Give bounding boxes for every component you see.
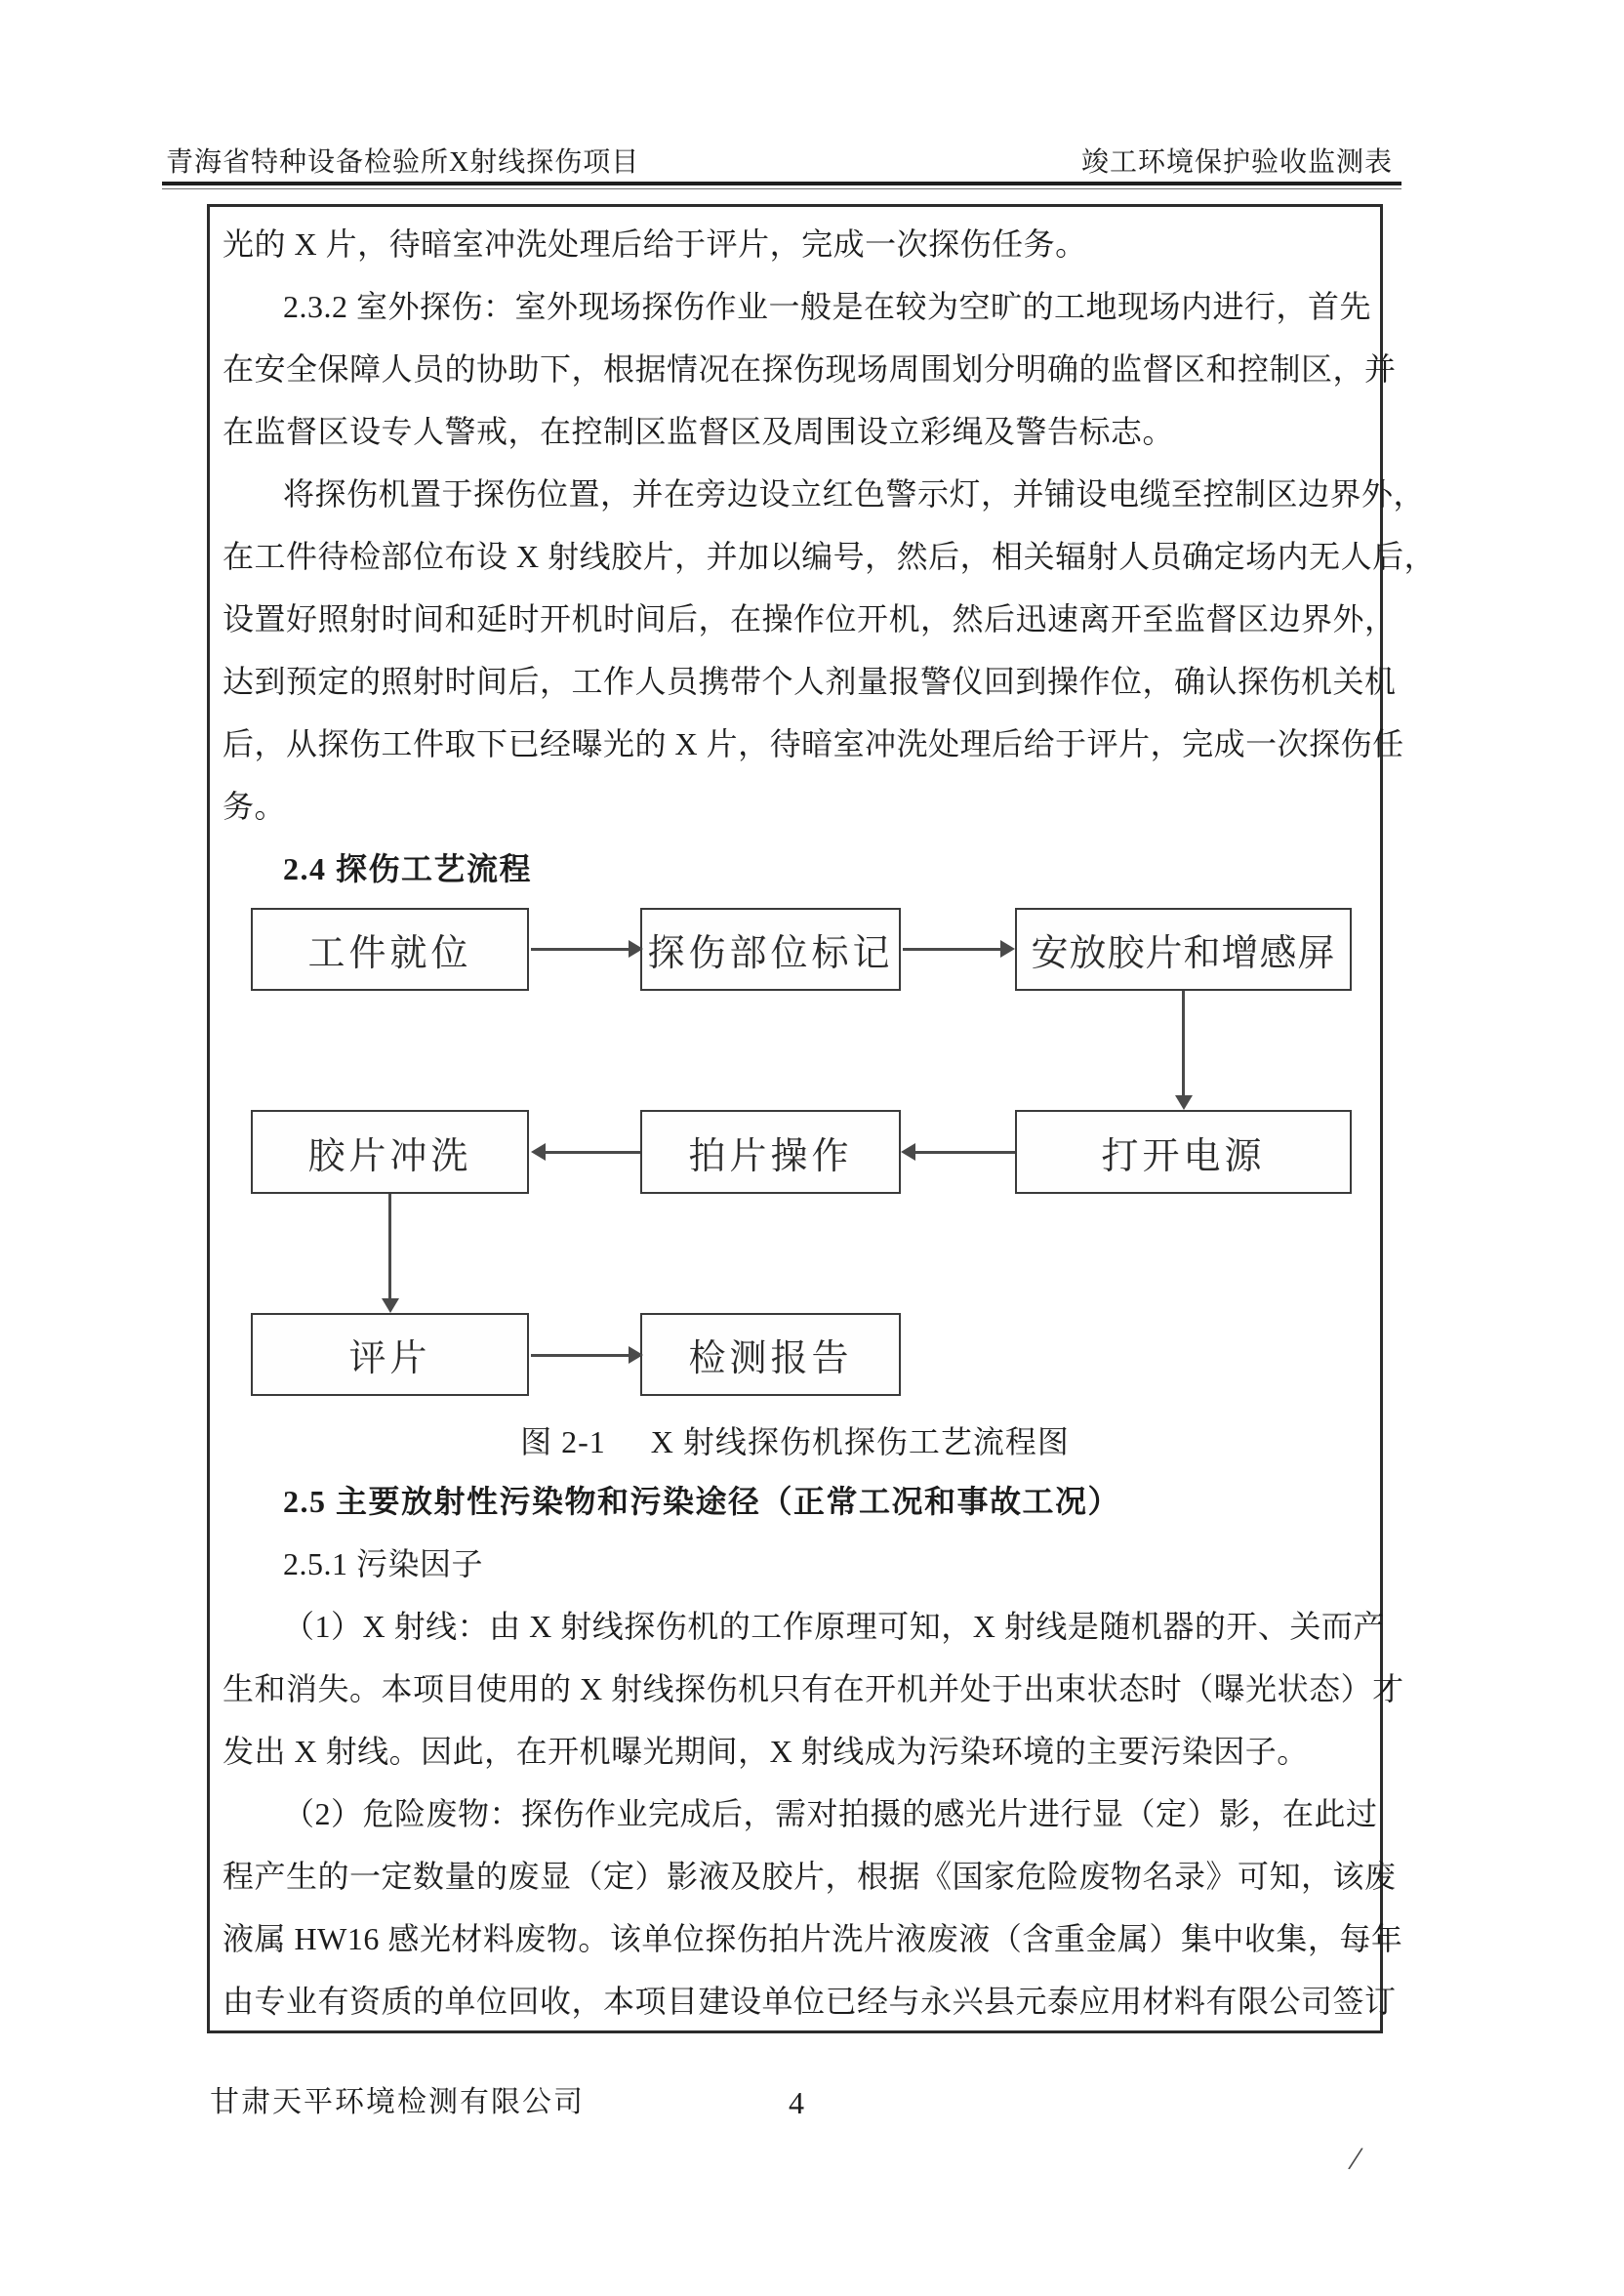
- header-rule-shadow: [162, 188, 1401, 189]
- section-heading-2-4: 2.4 探伤工艺流程: [283, 851, 533, 886]
- stray-pen-mark: /: [1346, 2138, 1365, 2179]
- flow-arrow-line: [903, 948, 1000, 951]
- header-rule: [162, 182, 1401, 185]
- body-line: 务。: [223, 789, 287, 824]
- footer-company-name: 甘肃天平环境检测有限公司: [210, 2086, 585, 2118]
- body-line: 生和消失。本项目使用的 X 射线探伤机只有在开机并处于出束状态时（曝光状态）才: [223, 1671, 1404, 1706]
- flow-arrow-line: [531, 948, 629, 951]
- flow-node-shooting-operation: 拍片操作: [640, 1110, 901, 1194]
- flow-node-place-film-screen: 安放胶片和增感屏: [1015, 908, 1352, 991]
- figure-caption-text: X 射线探伤机探伤工艺流程图: [650, 1424, 1070, 1459]
- flow-node-test-report: 检测报告: [640, 1313, 901, 1396]
- arrow-right-icon: [629, 1346, 643, 1364]
- arrow-right-icon: [629, 940, 643, 958]
- arrow-down-icon: [382, 1298, 399, 1313]
- body-line: 液属 HW16 感光材料废物。该单位探伤拍片洗片液废液（含重金属）集中收集，每年: [223, 1921, 1403, 1956]
- flow-node-film-evaluation: 评片: [251, 1313, 529, 1396]
- arrow-left-icon: [901, 1143, 915, 1161]
- header-project-title: 青海省特种设备检验所X射线探伤项目: [166, 147, 640, 178]
- flow-node-film-washing: 胶片冲洗: [251, 1110, 529, 1194]
- arrow-down-icon: [1175, 1095, 1193, 1110]
- flow-arrow-line: [1182, 991, 1185, 1095]
- figure-caption: [207, 1417, 1383, 1462]
- arrow-right-icon: [1000, 940, 1015, 958]
- arrow-left-icon: [531, 1143, 546, 1161]
- body-line: 由专业有资质的单位回收，本项目建设单位已经与永兴县元泰应用材料有限公司签订: [223, 1984, 1397, 2019]
- body-line: 在安全保障人员的协助下，根据情况在探伤现场周围划分明确的监督区和控制区，并: [223, 351, 1397, 387]
- body-line: （1）X 射线：由 X 射线探伤机的工作原理可知，X 射线是随机器的开、关而产: [283, 1609, 1385, 1644]
- body-line-section-2-3-2: 2.3.2 室外探伤：室外现场探伤作业一般是在较为空旷的工地现场内进行，首先: [283, 289, 1372, 324]
- flow-node-workpiece-positioning: 工件就位: [251, 908, 529, 991]
- figure-caption-number: 图 2-1: [520, 1424, 606, 1459]
- body-line: 在监督区设专人警戒，在控制区监督区及周围设立彩绳及警告标志。: [223, 414, 1175, 449]
- flow-arrow-line: [915, 1151, 1015, 1154]
- flow-node-power-on: 打开电源: [1015, 1110, 1352, 1194]
- footer-page-number: 4: [789, 2085, 804, 2120]
- body-line: 设置好照射时间和延时开机时间后，在操作位开机，然后迅速离开至监督区边界外，: [223, 601, 1397, 636]
- body-line: 发出 X 射线。因此，在开机曝光期间，X 射线成为污染环境的主要污染因子。: [223, 1734, 1309, 1769]
- body-line: 程产生的一定数量的废显（定）影液及胶片，根据《国家危险废物名录》可知，该废: [223, 1859, 1397, 1894]
- header-doc-type: 竣工环境保护验收监测表: [1081, 147, 1394, 178]
- body-line: 后，从探伤工件取下已经曝光的 X 片，待暗室冲洗处理后给于评片，完成一次探伤任: [223, 726, 1404, 761]
- body-line: 在工件待检部位布设 X 射线胶片，并加以编号，然后，相关辐射人员确定场内无人后，: [223, 539, 1437, 574]
- flow-arrow-line: [388, 1194, 391, 1298]
- body-line: 光的 X 片，待暗室冲洗处理后给于评片，完成一次探伤任务。: [223, 226, 1087, 262]
- section-heading-2-5-1: 2.5.1 污染因子: [283, 1546, 484, 1581]
- flow-node-mark-inspection-area: 探伤部位标记: [640, 908, 901, 991]
- section-heading-2-5: 2.5 主要放射性污染物和污染途径（正常工况和事故工况）: [283, 1484, 1121, 1519]
- flow-arrow-line: [531, 1354, 629, 1357]
- body-line: （2）危险废物：探伤作业完成后，需对拍摄的感光片进行显（定）影，在此过: [283, 1796, 1378, 1831]
- body-line: 达到预定的照射时间后，工作人员携带个人剂量报警仪回到操作位，确认探伤机关机: [223, 664, 1397, 699]
- flow-arrow-line: [546, 1151, 640, 1154]
- body-line: 将探伤机置于探伤位置，并在旁边设立红色警示灯，并铺设电缆至控制区边界外，: [283, 476, 1426, 512]
